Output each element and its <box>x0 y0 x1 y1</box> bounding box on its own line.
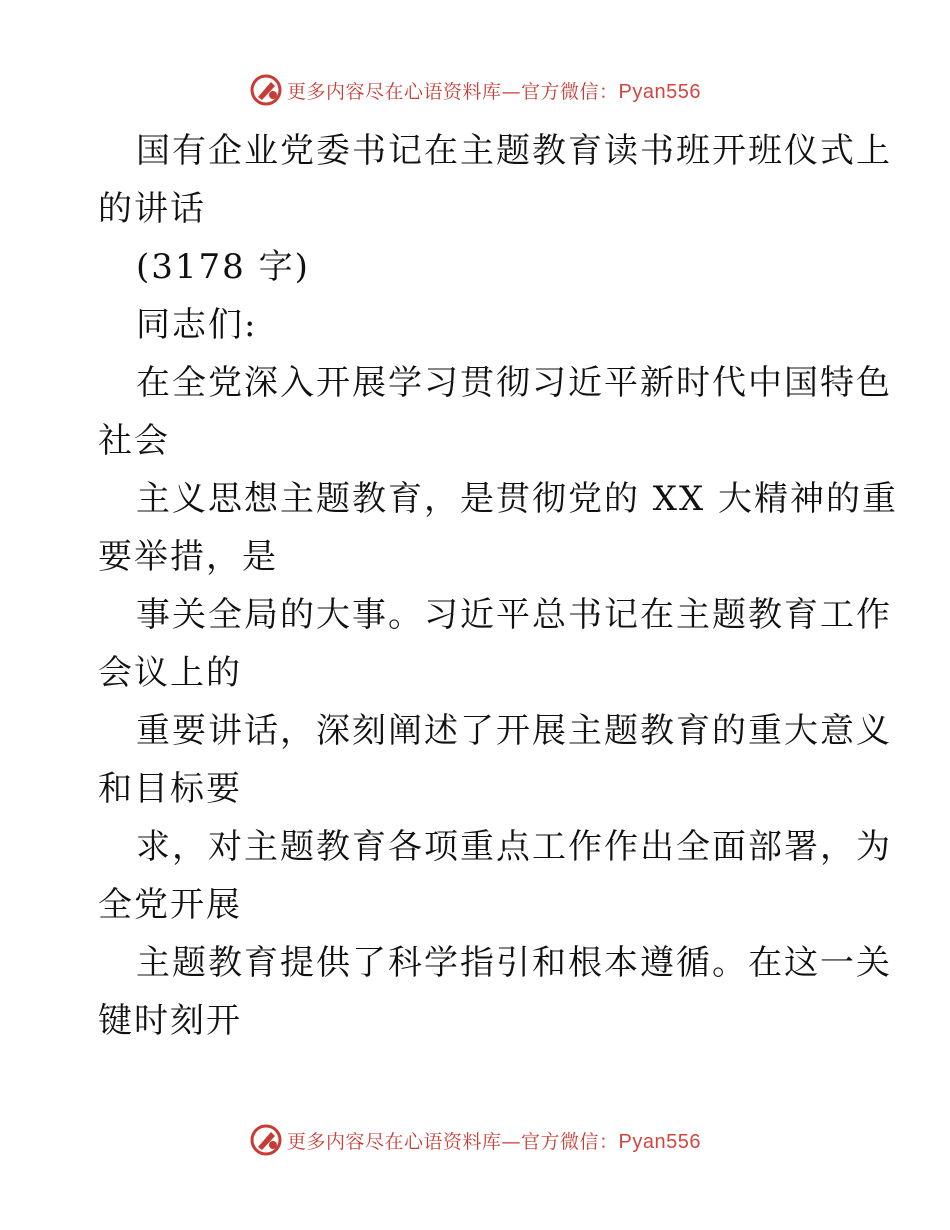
text-line: 社会 <box>98 421 170 461</box>
text-line: 要举措，是 <box>98 537 278 577</box>
watermark-brand: 更多内容尽在心语资料库 <box>287 1130 502 1153</box>
text-line: 事关全局的大事。习近平总书记在主题教育工作 <box>136 595 892 635</box>
text-line: 键时刻开 <box>98 1001 242 1041</box>
text-line: 在全党深入开展学习贯彻习近平新时代中国特色 <box>136 363 892 403</box>
watermark-handle: Pyan556 <box>618 1130 701 1153</box>
watermark-brand: 更多内容尽在心语资料库 <box>287 80 502 103</box>
document-title-line-1: 国有企业党委书记在主题教育读书班开班仪式上 <box>136 131 892 171</box>
document-body <box>98 122 899 1050</box>
watermark-label: 官方微信： <box>521 80 619 103</box>
salutation: 同志们: <box>136 305 258 345</box>
document-title-line-2: 的讲话 <box>98 189 206 229</box>
logo-icon <box>249 1123 283 1157</box>
watermark-separator: — <box>501 80 522 103</box>
word-count: (3178 字) <box>136 247 310 287</box>
text-line: 会议上的 <box>98 653 242 693</box>
text-line: 全党开展 <box>98 885 242 925</box>
text-line: 主题教育提供了科学指引和根本遵循。在这一关 <box>136 943 892 983</box>
watermark-label: 官方微信： <box>521 1130 619 1153</box>
logo-icon <box>249 73 283 107</box>
watermark-text <box>287 77 701 104</box>
footer-watermark <box>0 1120 950 1160</box>
watermark-separator: — <box>501 1130 522 1153</box>
text-line: 和目标要 <box>98 769 242 809</box>
text-line: 重要讲话，深刻阐述了开展主题教育的重大意义 <box>136 711 892 751</box>
text-line: 主义思想主题教育，是贯彻党的 XX 大精神的重 <box>136 479 899 519</box>
watermark-handle: Pyan556 <box>618 80 701 103</box>
watermark-text <box>287 1127 701 1154</box>
header-watermark <box>0 70 950 110</box>
text-line: 求，对主题教育各项重点工作作出全面部署，为 <box>136 827 892 867</box>
